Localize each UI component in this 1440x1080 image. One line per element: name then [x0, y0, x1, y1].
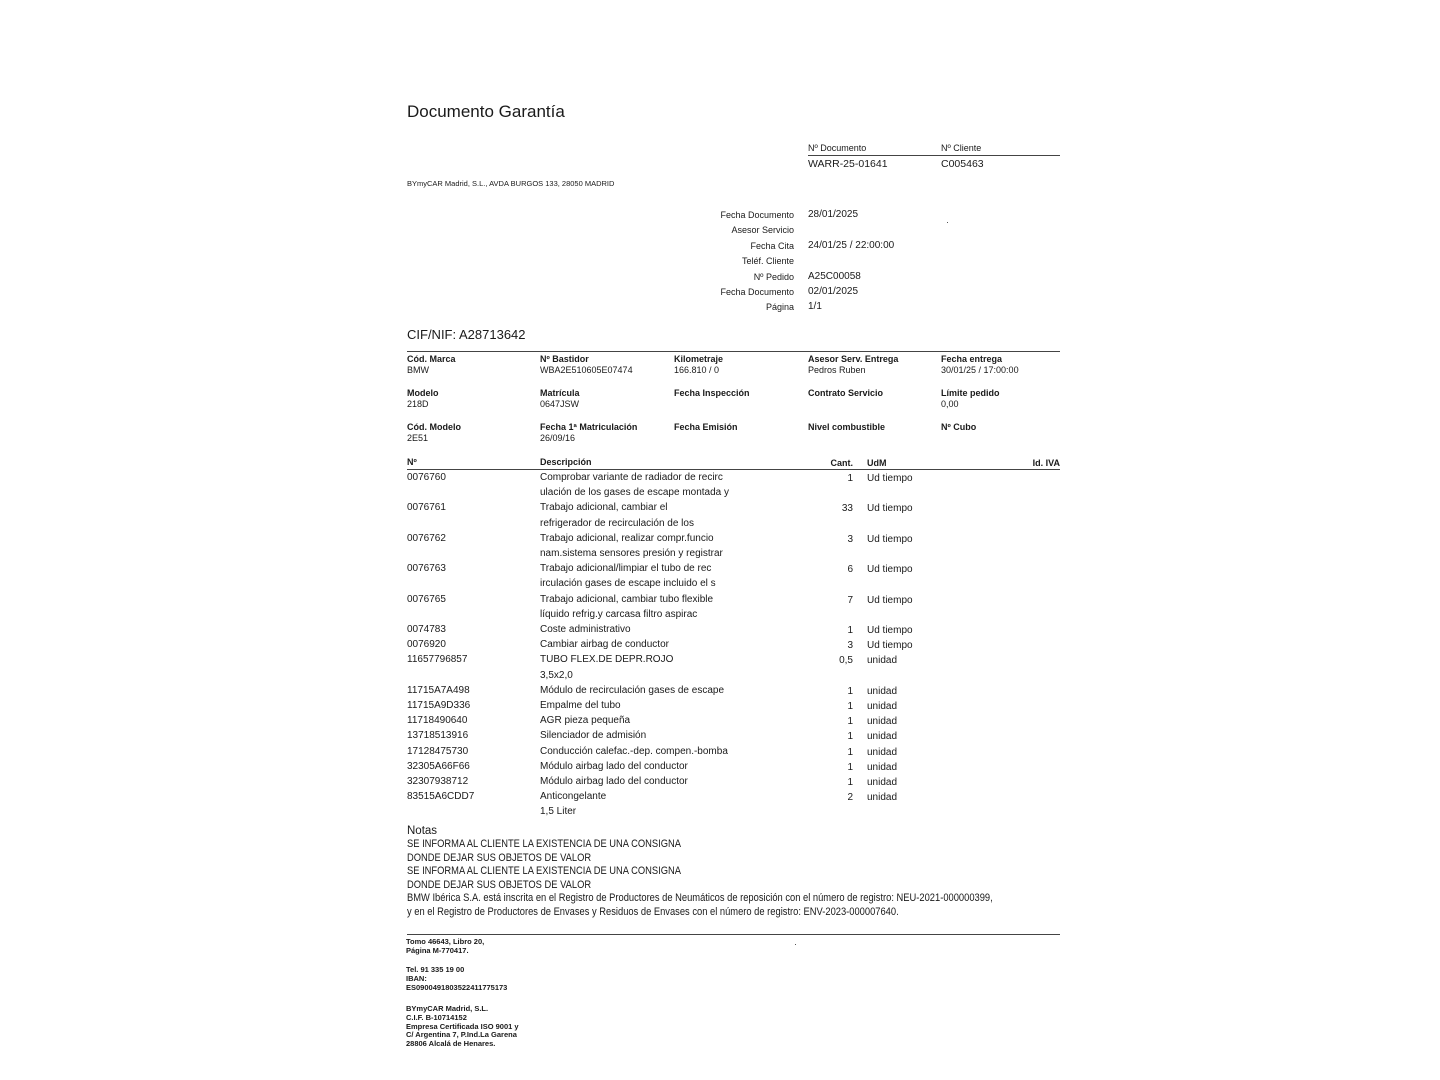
vehicle-field-value: WBA2E510605E07474 — [540, 365, 633, 375]
vehicle-field-value: Pedros Ruben — [808, 365, 866, 375]
scan-dot — [795, 944, 796, 945]
meta-label: Asesor Servicio — [731, 225, 794, 236]
header-rule — [808, 155, 1060, 156]
line-item-description: Cambiar airbag de conductor — [540, 639, 669, 651]
meta-label: Fecha Documento — [720, 210, 794, 220]
vehicle-field-value: 218D — [407, 399, 429, 409]
line-item-quantity: 1 — [847, 473, 853, 484]
line-item-description: nam.sistema sensores presión y registrar — [540, 548, 723, 559]
vehicle-field-label: Modelo — [407, 388, 439, 398]
vehicle-field-label: Nº Bastidor — [540, 354, 589, 364]
note-line: SE INFORMA AL CLIENTE LA EXISTENCIA DE UNA CONSIGNA — [407, 838, 682, 850]
document-number-label: Nº Documento — [808, 143, 867, 153]
meta-label: Página — [765, 302, 794, 313]
meta-value: 02/01/2025 — [808, 286, 859, 297]
meta-label: Fecha Cita — [750, 240, 794, 251]
line-item-quantity: 2 — [847, 792, 853, 804]
line-item-quantity: 1 — [847, 701, 853, 712]
line-item-udm: unidad — [867, 761, 898, 773]
vehicle-field-value: 26/09/16 — [540, 433, 576, 443]
note-line: BMW Ibérica S.A. está inscrita en el Registro de Productores de Neumáticos de reposición con el número de registro: NEU-2021-000000399, — [407, 892, 993, 905]
line-item-udm: Ud tiempo — [867, 594, 913, 606]
document-title: Documento Garantía — [407, 102, 565, 121]
vehicle-field-label: Fecha entrega — [941, 354, 1003, 364]
meta-label: Teléf. Cliente — [741, 256, 794, 267]
line-item-number: 0074783 — [407, 624, 446, 635]
vehicle-field-value: BMW — [407, 365, 429, 375]
vehicle-field-value: 2E51 — [407, 433, 429, 443]
line-item-quantity: 7 — [847, 594, 853, 606]
vehicle-field-label: Límite pedido — [941, 388, 1000, 398]
line-item-description: Módulo airbag lado del conductor — [540, 776, 688, 787]
footer-line: Empresa Certificada ISO 9001 y — [406, 1021, 519, 1031]
col-header-quantity: Cant. — [830, 458, 853, 468]
line-item-udm: unidad — [867, 701, 898, 712]
line-item-number: 0076765 — [407, 593, 446, 605]
line-item-number: 17128475730 — [407, 745, 469, 757]
vehicle-field-label: Contrato Servicio — [808, 388, 884, 398]
footer-line: Tel. 91 335 19 00 — [406, 965, 465, 974]
vehicle-field-label: Matrícula — [540, 388, 580, 398]
line-item-number: 13718513916 — [407, 730, 469, 742]
footer-line: 28806 Alcalá de Henares. — [406, 1039, 496, 1049]
line-item-udm: Ud tiempo — [867, 625, 913, 636]
cif-nif: CIF/NIF: A28713642 — [407, 327, 526, 342]
line-item-description: Silenciador de admisión — [540, 730, 647, 742]
line-item-udm: unidad — [867, 746, 898, 758]
line-item-quantity: 33 — [841, 503, 853, 515]
line-item-udm: Ud tiempo — [867, 473, 913, 484]
line-item-udm: Ud tiempo — [867, 503, 913, 515]
scan-dot — [947, 222, 948, 223]
line-item-description: Trabajo adicional/limpiar el tubo de rec — [540, 563, 712, 575]
note-line: DONDE DEJAR SUS OBJETOS DE VALOR — [407, 878, 592, 891]
footer-line: Tomo 46643, Libro 20, — [406, 937, 485, 946]
footer-line: ES0900491803522411775173 — [406, 982, 508, 992]
footer-line: Página M-770417. — [406, 945, 469, 955]
line-item-description: Conducción calefac.-dep. compen.-bomba — [540, 745, 728, 757]
meta-value: 24/01/25 / 22:00:00 — [808, 239, 895, 251]
footer-line: C.I.F. B-10714152 — [406, 1012, 467, 1022]
meta-label: Nº Pedido — [753, 271, 794, 282]
vehicle-field-label: Fecha 1ª Matriculación — [540, 422, 638, 432]
line-item-number: 0076761 — [407, 502, 446, 514]
line-item-number: 11715A7A498 — [407, 684, 470, 696]
vehicle-field-value: 0647JSW — [540, 399, 580, 409]
table-header-rule — [407, 469, 1060, 470]
line-item-description: Módulo airbag lado del conductor — [540, 760, 688, 772]
line-item-number: 11657796857 — [407, 654, 468, 666]
line-item-description: Trabajo adicional, cambiar el — [540, 502, 668, 514]
line-item-quantity: 1 — [847, 625, 853, 636]
col-header-num: Nº — [407, 457, 417, 467]
line-item-description: ulación de los gases de escape montada y — [540, 487, 730, 499]
client-number-label: Nº Cliente — [941, 143, 982, 153]
line-item-quantity: 3 — [847, 533, 853, 545]
meta-value: 28/01/2025 — [808, 209, 859, 220]
line-item-quantity: 3 — [847, 640, 853, 652]
vehicle-field-label: Asesor Serv. Entrega — [808, 354, 899, 364]
line-item-description: Comprobar variante de radiador de recirc — [540, 472, 723, 483]
line-item-quantity: 1 — [847, 761, 853, 773]
line-item-description: Empalme del tubo — [540, 700, 621, 711]
vehicle-field-label: Kilometraje — [674, 354, 724, 364]
line-item-number: 11715A9D336 — [407, 700, 471, 711]
line-item-udm: unidad — [867, 777, 898, 788]
line-item-udm: Ud tiempo — [867, 564, 913, 576]
meta-value: 1/1 — [808, 301, 822, 313]
line-item-quantity: 0,5 — [839, 655, 853, 667]
line-item-number: 32307938712 — [407, 776, 469, 787]
line-item-quantity: 1 — [847, 777, 853, 788]
vehicle-field-label: Fecha Emisión — [674, 422, 738, 432]
line-item-description: Trabajo adicional, cambiar tubo flexible — [540, 593, 714, 605]
footer-rule — [407, 934, 1060, 935]
line-item-udm: unidad — [867, 655, 898, 667]
line-item-quantity: 6 — [847, 564, 853, 576]
line-item-description: refrigerador de recirculación de los — [540, 517, 694, 529]
line-item-number: 83515A6CDD7 — [407, 791, 475, 803]
line-item-udm: Ud tiempo — [867, 533, 913, 545]
vehicle-field-label: Fecha Inspección — [674, 388, 750, 398]
notes-title: Notas — [407, 825, 438, 837]
line-item-udm: unidad — [867, 716, 898, 728]
line-item-description: irculación gases de escape incluido el s — [540, 578, 716, 590]
line-item-description: líquido refrig.y carcasa filtro aspirac — [540, 608, 698, 620]
company-address: BYmyCAR Madrid, S.L., AVDA BURGOS 133, 28050 MADRID — [407, 179, 615, 188]
line-item-number: 0076763 — [407, 563, 446, 575]
col-header-description: Descripción — [540, 457, 592, 467]
note-line: y en el Registro de Productores de Envases y Residuos de Envases con el número de registro: ENV-2023-000007640. — [407, 906, 899, 918]
line-item-description: 1,5 Liter — [540, 806, 577, 818]
line-item-number: 11718490640 — [407, 715, 468, 727]
line-item-number: 32305A66F66 — [407, 760, 470, 772]
meta-label: Fecha Documento — [720, 287, 794, 297]
vehicle-field-value: 0,00 — [941, 399, 959, 409]
line-item-description: AGR pieza pequeña — [540, 715, 631, 727]
line-item-quantity: 1 — [847, 746, 853, 758]
line-item-description: Coste administrativo — [540, 624, 631, 635]
line-item-number: 0076920 — [407, 639, 446, 651]
line-item-udm: unidad — [867, 731, 898, 743]
line-item-number: 0076762 — [407, 532, 446, 544]
line-item-quantity: 1 — [847, 716, 853, 728]
line-item-udm: unidad — [867, 685, 898, 697]
vehicle-field-value: 30/01/25 / 17:00:00 — [941, 365, 1019, 375]
footer-line: BYmyCAR Madrid, S.L. — [406, 1004, 489, 1013]
note-line: DONDE DEJAR SUS OBJETOS DE VALOR — [407, 851, 592, 864]
line-item-udm: Ud tiempo — [867, 640, 913, 652]
line-item-description: TUBO FLEX.DE DEPR.ROJO — [540, 654, 674, 666]
document-number-value: WARR-25-01641 — [808, 158, 888, 170]
line-item-description: Trabajo adicional, realizar compr.funcio — [540, 532, 714, 544]
line-item-description: Módulo de recirculación gases de escape — [540, 684, 724, 696]
vehicle-field-label: Nº Cubo — [941, 422, 977, 432]
meta-value: A25C00058 — [808, 270, 861, 282]
footer-line: C/ Argentina 7, P.Ind.La Garena — [406, 1030, 517, 1040]
note-line: SE INFORMA AL CLIENTE LA EXISTENCIA DE UNA CONSIGNA — [407, 865, 682, 878]
vehicle-top-rule — [407, 351, 1060, 352]
line-item-description: Anticongelante — [540, 791, 607, 803]
line-item-description: 3,5x2,0 — [540, 669, 573, 681]
vehicle-field-label: Nivel combustible — [808, 422, 886, 432]
vehicle-field-label: Cód. Marca — [407, 354, 456, 364]
client-number-value: C005463 — [941, 158, 984, 170]
col-header-iva: Id. IVA — [1032, 458, 1060, 468]
vehicle-field-label: Cód. Modelo — [407, 422, 461, 432]
line-item-quantity: 1 — [847, 731, 853, 743]
vehicle-field-value: 166.810 / 0 — [674, 365, 720, 375]
col-header-udm: UdM — [867, 458, 887, 468]
line-item-udm: unidad — [867, 792, 898, 804]
footer-line: IBAN: — [406, 973, 427, 983]
line-item-number: 0076760 — [407, 472, 446, 483]
line-item-quantity: 1 — [847, 685, 853, 697]
